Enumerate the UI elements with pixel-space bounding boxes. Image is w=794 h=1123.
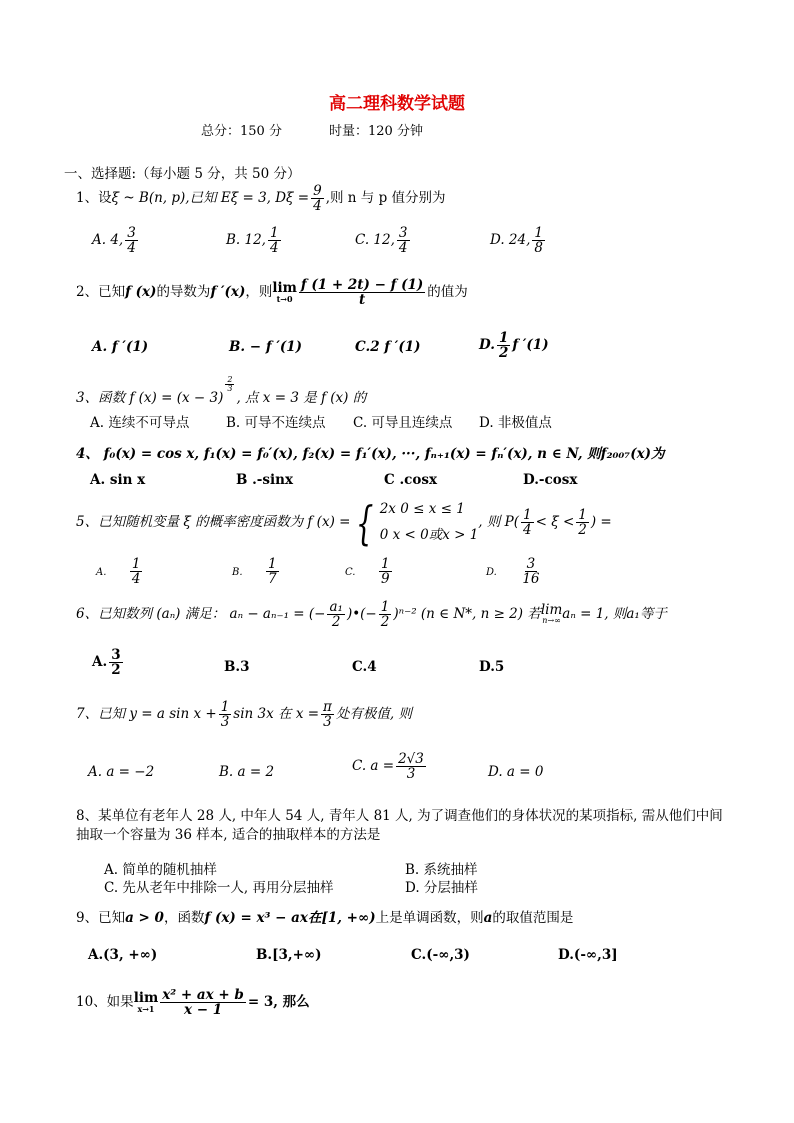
q1-fraction: $\frac{9}{4}$: [313, 183, 322, 215]
q4-option-d: D.-cosx: [523, 472, 578, 488]
q2-option-c: C.2 f ′(1): [355, 339, 421, 355]
q2-fraction: $\frac{f (1 + 2t) - f (1)}{t}$: [300, 277, 424, 309]
q7-option-c: C. a = $\frac{2√3}{3}$: [352, 751, 424, 783]
q8-option-b: B. 系统抽样: [405, 862, 478, 878]
q4-option-b: B .-sinx: [236, 472, 294, 488]
question-5: 5、已知随机变量 ξ 的概率密度函数为 f (x) = { 2x 0 ≤ x ≤ 1 0 x < 0或x > 1 , 则 P( $\frac{1}{4}$ < ξ < $\frac{1}{2}$ ) =: [76, 495, 612, 550]
question-10: 10、如果 lim x→1 $\frac{\text{x² + ax + b}}{x - 1}$ = 3, 那么: [76, 987, 310, 1019]
q5-brace: {: [356, 495, 374, 550]
q4-option-c: C .cosx: [384, 472, 438, 488]
page-title: 高二理科数学试题: [329, 94, 465, 114]
total-score: 总分：150 分: [201, 124, 282, 139]
q2-option-b: B. − f ′(1): [229, 339, 303, 355]
q1-option-c: C. 12, $\frac{3}{4}$: [355, 225, 408, 257]
question-9: 9、已知a > 0，函数f (x) = x³ − ax在[1, +∞)上是单调函数，则a的取值范围是: [76, 910, 574, 926]
q3-option-b: B. 可导不连续点: [226, 415, 326, 431]
q8-option-c: C. 先从老年中排除一人, 再用分层抽样: [104, 880, 334, 896]
q6-option-d: D.5: [479, 659, 505, 675]
q4-option-a: A. sin x: [90, 472, 146, 488]
q5-option-b: B. $\frac{1}{7}$: [232, 556, 277, 588]
q5-option-a: A. $\frac{1}{4}$: [96, 556, 141, 588]
q1-num: 1、设: [76, 190, 112, 207]
q1-text: ξ ~ B(n, p),已知 Eξ = 3, Dξ =: [111, 190, 310, 207]
q6-option-b: B.3: [224, 659, 250, 675]
q7-option-b: B. a = 2: [219, 764, 275, 780]
q1-tail: ,则 n 与 p 值分别为: [325, 190, 446, 207]
time-limit: 时量：120 分钟: [329, 124, 423, 139]
section-heading: 一、选择题:（每小题 5 分，共 50 分）: [64, 166, 301, 182]
question-2: 2、已知f (x)的导数为f ′(x)，则 lim t→0 $\frac{f (1 + 2t) - f (1)}{t}$ 的值为: [76, 277, 468, 309]
q3-option-a: A. 连续不可导点: [90, 415, 190, 431]
question-8-line1: 8、某单位有老年人 28 人, 中年人 54 人, 青年人 81 人, 为了调查他们的身体状况的某项指标, 需从他们中间: [76, 808, 723, 824]
q1-option-b: B. 12, $\frac{1}{4}$: [226, 225, 279, 257]
q5-option-c: C. $\frac{1}{9}$: [345, 556, 390, 588]
q3-option-c: C. 可导且连续点: [353, 415, 453, 431]
q2-option-a: A. f ′(1): [92, 339, 149, 355]
q2-option-d: D. $\frac{1}{2}$ f ′(1): [479, 330, 549, 362]
q9-option-a: A.(3, +∞): [88, 947, 158, 963]
q2-limit: lim t→0: [272, 279, 297, 305]
q3-option-d: D. 非极值点: [479, 415, 552, 431]
question-1: [76, 184, 446, 213]
q1-option-d: D. 24, $\frac{1}{8}$: [490, 225, 543, 257]
q6-option-c: C.4: [352, 659, 377, 675]
question-3: 3、函数 f (x) = (x − 3) $\frac{2}{3}$ , 点 x = 3 是 f (x) 的: [76, 375, 367, 406]
q7-option-d: D. a = 0: [488, 764, 544, 780]
q8-option-a: A. 简单的随机抽样: [104, 862, 217, 878]
question-6: 6、已知数列 (aₙ) 满足： aₙ − aₙ₋₁ = (− $\frac{\text{a₁}}{2}$ )•(− $\frac{1}{2}$ )ⁿ⁻² (n ∈ N*, n ≥ 2) 若 lim n→∞ aₙ = 1, 则a₁等于: [76, 599, 667, 631]
q8-option-d: D. 分层抽样: [405, 880, 478, 896]
q7-option-a: A. a = −2: [88, 764, 155, 780]
q1-option-a: A. 4, $\frac{3}{4}$: [92, 225, 136, 257]
question-8-line2: 抽取一个容量为 36 样本, 适合的抽取样本的方法是: [76, 827, 381, 843]
q5-option-d: D. $\frac{3}{16}$: [486, 556, 540, 588]
q9-option-d: D.(-∞,3]: [558, 947, 618, 963]
question-7: 7、已知 y = a sin x + $\frac{1}{3}$ sin 3x 在 x = $\frac{\pi}{3}$ 处有极值, 则: [76, 699, 412, 731]
q9-option-b: B.[3,+∞): [256, 947, 322, 963]
q5-piecewise: 2x 0 ≤ x ≤ 1 0 x < 0或x > 1: [379, 501, 479, 543]
question-4: 4、 f₀(x) = cos x, f₁(x) = f₀′(x), f₂(x) = f₁′(x), ···, fₙ₊₁(x) = fₙ′(x), n ∈ N, 则f₂₀₀₇(x)为: [76, 446, 665, 462]
q9-option-c: C.(-∞,3): [411, 947, 470, 963]
q6-option-a: A. $\frac{3}{2}$: [92, 647, 121, 679]
